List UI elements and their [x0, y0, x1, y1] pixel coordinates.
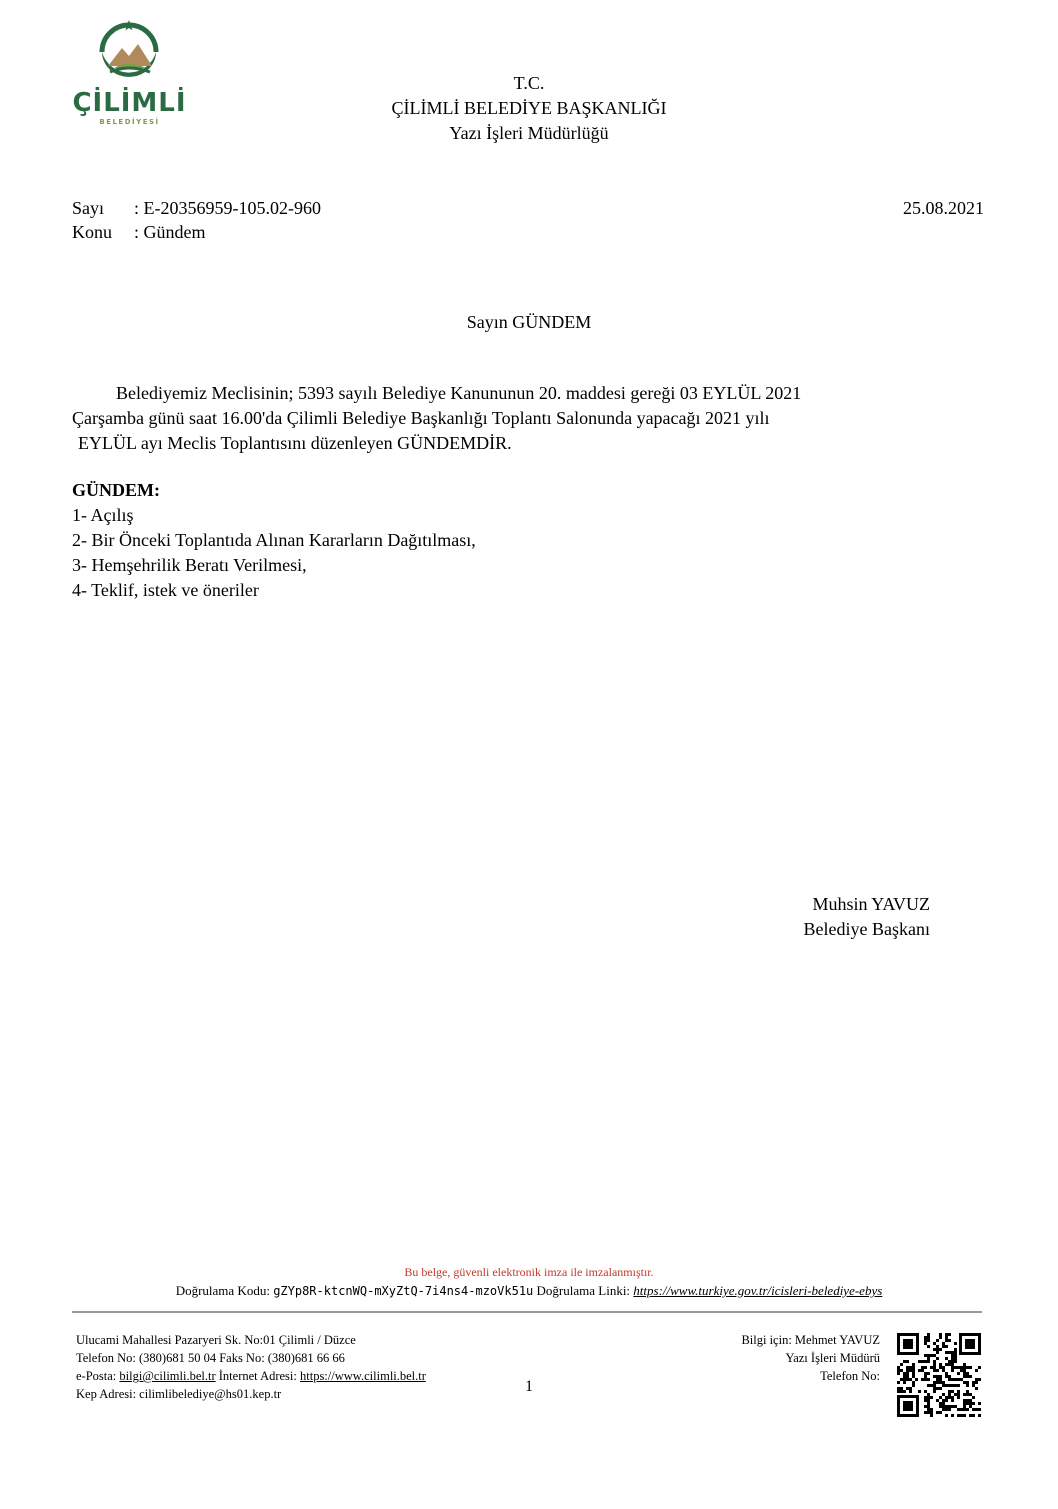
- header-tc: T.C.: [513, 73, 545, 93]
- body-line-1: Belediyemiz Meclisinin; 5393 sayılı Belediye Kanununun 20. maddesi gereği 03 EYLÜL 2021: [116, 383, 802, 403]
- footer-divider: [72, 1311, 982, 1313]
- logo-subtitle: BELEDİYESİ: [99, 118, 160, 126]
- agenda-title: GÜNDEM:: [72, 480, 160, 500]
- agenda-item: 4- Teklif, istek ve öneriler: [72, 580, 259, 600]
- header-institution: ÇİLİMLİ BELEDİYE BAŞKANLIĞI: [391, 98, 667, 118]
- verification-code-label: Doğrulama Kodu:: [175, 1283, 270, 1298]
- body-line-2: Çarşamba günü saat 16.00'da Çilimli Belediye Başkanlığı Toplantı Salonunda yapacağı 2021 yılı: [72, 408, 770, 428]
- salutation: Sayın GÜNDEM: [466, 312, 592, 332]
- email-label: e-Posta:: [76, 1369, 117, 1383]
- info-contact-title: Yazı İşleri Müdürü: [785, 1351, 880, 1365]
- sayi-label: Sayı: [72, 198, 105, 218]
- footer-info: [741, 1331, 880, 1385]
- logo-wordmark: ÇİLİMLİ: [72, 88, 187, 118]
- verification-link[interactable]: https://www.turkiye.gov.tr/icisleri-belediye-ebys: [633, 1283, 883, 1298]
- footer-kep: Kep Adresi: cilimlibelediye@hs01.kep.tr: [76, 1387, 282, 1401]
- signatory-name: Muhsin YAVUZ: [812, 894, 930, 914]
- agenda-item: 1- Açılış: [72, 505, 134, 525]
- signatory-title: Belediye Başkanı: [803, 919, 930, 939]
- header-department: Yazı İşleri Müdürlüğü: [449, 123, 609, 143]
- qr-code-icon: [895, 1331, 983, 1419]
- web-link[interactable]: https://www.cilimli.bel.tr: [300, 1369, 426, 1383]
- info-contact-person: Bilgi için: Mehmet YAVUZ: [741, 1333, 880, 1347]
- email-link[interactable]: bilgi@cilimli.bel.tr: [119, 1369, 216, 1383]
- footer-phone: Telefon No: (380)681 50 04 Faks No: (380)681 66 66: [76, 1351, 345, 1365]
- agenda-list: [72, 478, 476, 603]
- agenda-item: 2- Bir Önceki Toplantıda Alınan Kararların Dağıtılması,: [72, 530, 476, 550]
- agenda-item: 3- Hemşehrilik Beratı Verilmesi,: [72, 555, 307, 575]
- verification-code: gZYp8R-ktcnWQ-mXyZtQ-7i4ns4-mzoVk51u: [273, 1284, 534, 1298]
- footer-address: Ulucami Mahallesi Pazaryeri Sk. No:01 Çilimli / Düzce: [76, 1333, 356, 1347]
- web-label: İnternet Adresi:: [218, 1369, 297, 1383]
- info-contact-phone: Telefon No:: [820, 1369, 880, 1383]
- body-paragraph: [72, 381, 942, 456]
- konu-label: Konu: [72, 222, 112, 242]
- esign-note: Bu belge, güvenli elektronik imza ile imzalanmıştır.: [404, 1265, 654, 1279]
- verification-line: [0, 1283, 1058, 1299]
- konu-value: : Gündem: [134, 222, 206, 242]
- sayi-value: : E-20356959-105.02-960: [134, 198, 321, 218]
- document-date: 25.08.2021: [903, 198, 984, 218]
- page-number: 1: [525, 1378, 533, 1395]
- verification-link-label: Doğrulama Linki:: [536, 1283, 631, 1298]
- body-line-3: EYLÜL ayı Meclis Toplantısını düzenleyen GÜNDEMDİR.: [78, 433, 512, 453]
- signature-block: [804, 892, 930, 942]
